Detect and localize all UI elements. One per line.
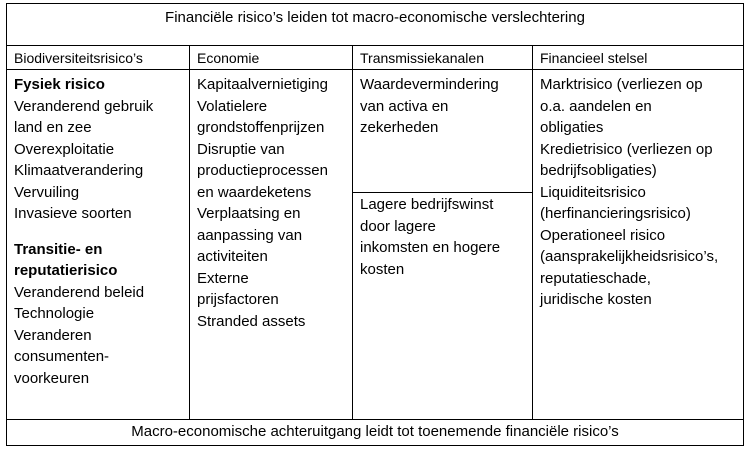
list-item: bedrijfsobligaties) [540, 162, 657, 179]
table-title: Financiële risico’s leiden tot macro-economische verslechtering [7, 4, 743, 46]
list-item: (herfinancieringsrisico) [540, 205, 691, 222]
list-item: consumenten- [14, 348, 110, 365]
list-item: Veranderend gebruik [14, 97, 154, 115]
spacer [14, 225, 189, 239]
list-item: zekerheden [360, 119, 439, 136]
list-item: Verplaatsing en [197, 205, 301, 222]
list-item: activiteiten [197, 248, 268, 265]
list-item: Kapitaalvernietiging [197, 76, 328, 93]
column-financial [533, 46, 743, 419]
column-economy [190, 46, 353, 419]
column-body-biodiversity [7, 70, 189, 389]
list-item: juridische kosten [540, 291, 652, 308]
list-item: o.a. aandelen en [540, 97, 652, 115]
list-item: Overexploitatie [14, 140, 115, 158]
list-item: Vervuiling [14, 183, 80, 201]
list-item: land en zee [14, 119, 92, 136]
transmission-cell-upper [353, 70, 532, 139]
column-header-biodiversity: Biodiversiteitsrisico’s [7, 46, 189, 70]
list-item: Technologie [14, 305, 95, 322]
list-item: Externe [197, 269, 249, 287]
column-transmission [353, 46, 533, 419]
list-item: Operationeel risico [540, 226, 666, 244]
list-item: grondstoffenprijzen [197, 119, 325, 136]
column-body-economy [190, 70, 352, 332]
table-footer: Macro-economische achteruitgang leidt tot toenemende financiële risico’s [7, 419, 743, 445]
column-body-financial [533, 70, 743, 311]
list-item: Veranderend beleid [14, 283, 145, 301]
list-item: Klimaatverandering [14, 162, 144, 179]
list-item: Kredietrisico (verliezen op [540, 140, 713, 158]
list-item: Marktrisico (verliezen op [540, 76, 703, 93]
list-item: Veranderen [14, 326, 92, 344]
list-item: Waardevermindering [360, 76, 499, 93]
list-item: Invasieve soorten [14, 205, 132, 222]
list-item: Stranded assets [197, 312, 306, 330]
list-item: obligaties [540, 119, 604, 136]
physical-risk-heading: Fysiek risico [14, 76, 105, 93]
list-item: Liquiditeitsrisico [540, 183, 646, 201]
list-item: (aansprakelijkheidsrisico’s, [540, 248, 719, 265]
list-item: door lagere [360, 217, 436, 235]
list-item: productieprocessen [197, 162, 328, 179]
transmission-cell-lower [353, 192, 532, 280]
list-item: inkomsten en hogere [360, 239, 501, 256]
transition-risk-heading: reputatierisico [14, 262, 118, 279]
column-header-economy: Economie [190, 46, 352, 70]
column-header-transmission: Transmissiekanalen [353, 46, 532, 70]
column-biodiversity [7, 46, 190, 419]
list-item: van activa en [360, 97, 449, 115]
list-item: reputatieschade, [540, 269, 651, 287]
list-item: aanpassing van [197, 226, 303, 244]
list-item: Lagere bedrijfswinst [360, 196, 494, 213]
transition-risk-heading: Transitie- en [14, 240, 103, 258]
list-item: kosten [360, 260, 405, 278]
list-item: en waardeketens [197, 183, 312, 201]
list-item: voorkeuren [14, 369, 90, 387]
risk-table [6, 3, 744, 446]
column-header-financial: Financieel stelsel [533, 46, 743, 70]
list-item: Disruptie van [197, 140, 285, 158]
list-item: prijsfactoren [197, 291, 279, 308]
list-item: Volatielere [197, 97, 268, 115]
